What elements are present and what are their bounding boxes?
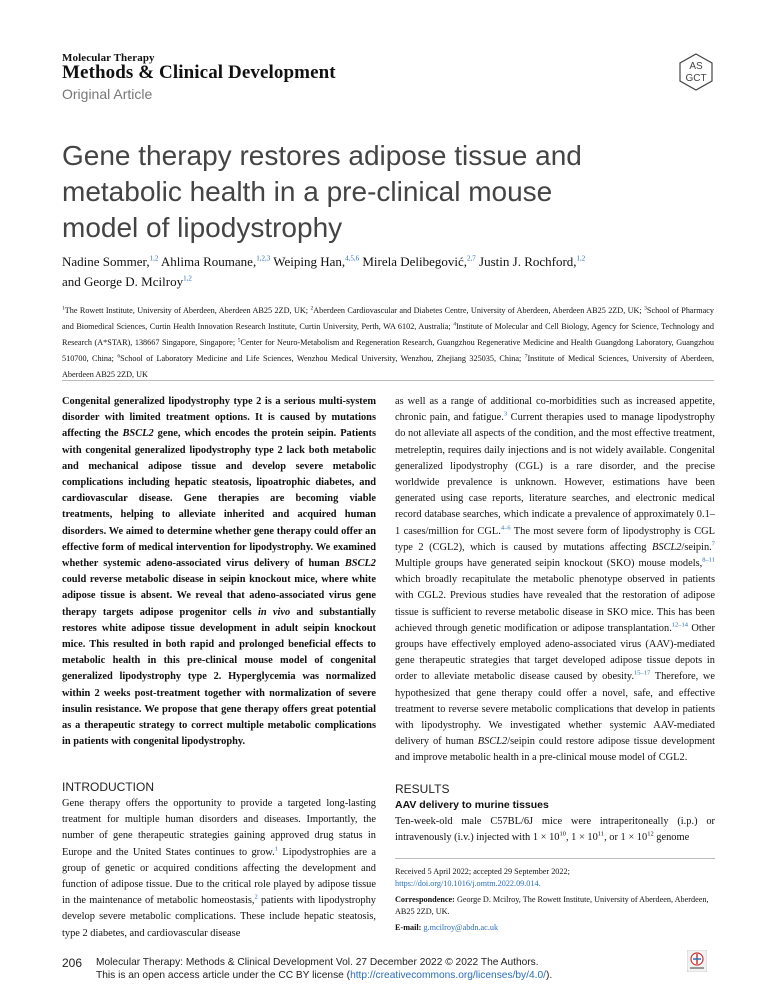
received-dates: Received 5 April 2022; accepted 29 September 2022; — [395, 867, 570, 876]
author-name[interactable]: Mirela Delibegović, — [362, 254, 468, 269]
author-name[interactable]: Ahlima Roumane, — [160, 254, 257, 269]
affiliation: School of Laboratory Medicine and Life Sciences, Wenzhou Medical University, Wenzhou, Zhejiang 325035, China; — [120, 354, 522, 363]
citation-link[interactable]: 15–17 — [634, 669, 651, 677]
section-divider — [62, 380, 714, 381]
doi-link[interactable]: https://doi.org/10.1016/j.omtm.2022.09.014. — [395, 879, 541, 888]
citation-link[interactable]: 12–14 — [671, 621, 689, 629]
affiliation-number: 3 — [644, 305, 647, 312]
author-name[interactable]: Weiping Han, — [273, 254, 346, 269]
introduction-text: Gene therapy offers the opportunity to provide a targeted long-lasting treatment for multiple human disorders and diseases. Importantly, the number of gene therapeutic strategies gaining approved drug status in Europe and the United States continues to grow.$^1$ Lipodystrophies are a group of genetic or acquired conditions affecting the development and function of adipose tissue. Due to the critical role played by adipose tissue in the maintenance of metabolic homeostasis,$^2$ patients with lipodystrophy develop severe metabolic complications. These include hepatic steatosis, type 2 diabetes, and cardiovascular disease — [62, 798, 376, 939]
citation-link[interactable]: 1 — [274, 845, 278, 853]
introduction-heading: INTRODUCTION — [62, 780, 154, 794]
author-name[interactable]: and George D. Mcilroy — [62, 274, 184, 289]
logo-text-bottom: GCT — [685, 73, 707, 84]
affiliation: Institute of Medical Sciences, University of Aberdeen, Aberdeen AB25 2ZD, UK — [62, 354, 714, 379]
email-label: E-mail: — [395, 923, 422, 932]
author-list — [62, 252, 722, 292]
results-text: Ten-week-old male C57BL/6J mice were intraperitoneally (i.p.) or intravenously (i.v.) injected with $1 \times 10^{10}$, $1 \times 10^{11}$, or $1 \times 10^{12}$ genome — [395, 816, 715, 844]
affiliation-number: 6 — [117, 353, 121, 360]
affiliation-number: 4 — [453, 321, 456, 328]
info-divider — [395, 858, 715, 859]
logo-text-top: AS — [689, 61, 703, 72]
citation-link[interactable]: 3 — [503, 410, 508, 418]
journal-subtitle: Methods & Clinical Development — [62, 62, 336, 83]
author-name[interactable]: Nadine Sommer, — [62, 254, 150, 269]
affiliation: School of Pharmacy and Biomedical Sciences, Curtin Health Innovation Research Institute, Curtin University, Perth, WA 6102, Australia; — [62, 306, 715, 331]
author-affiliation-ref[interactable]: 1,2,3 — [256, 254, 271, 263]
article-info — [395, 866, 715, 938]
correspondence-label: Correspondence: — [395, 895, 455, 904]
asgct-logo — [676, 52, 716, 92]
citation-link[interactable]: 7 — [711, 540, 715, 548]
affiliation: Aberdeen Cardiovascular and Diabetes Centre, University of Aberdeen, Aberdeen AB25 2ZD, UK; — [313, 306, 642, 315]
citation-link[interactable]: 8–11 — [702, 556, 715, 564]
email-link[interactable]: g.mcilroy@abdn.ac.uk — [423, 923, 499, 932]
citation-link[interactable]: 2 — [254, 893, 258, 901]
citation-link[interactable]: 4–6 — [500, 524, 511, 532]
affiliation: Institute of Molecular and Cell Biology, Agency for Science, Technology and Research (A*STAR), 138667 Singapore, Singapore; — [62, 322, 714, 347]
license-link[interactable]: http://creativecommons.org/licenses/by/4.0/ — [350, 970, 546, 981]
article-title: Gene therapy restores adipose tissue and metabolic health in a pre-clinical mouse model of lipodystrophy — [62, 140, 582, 243]
affiliation: The Rowett Institute, University of Aberdeen, Aberdeen AB25 2ZD, UK; — [64, 306, 309, 315]
journal-name: Molecular Therapy — [62, 52, 155, 64]
affiliation-number: 1 — [62, 305, 65, 312]
abstract: Congenital generalized lipodystrophy type 2 is a serious multi-system disorder with limited treatment options. It is caused by mutations affecting the BSCL2 gene, which encodes the protein seipin. Patients with congenital generalized lipodystrophy type 2 lack both metabolic and mechanical adipose tissue and develop severe metabolic complications including hepatic steatosis, lipoatrophic diabetes, and cardiovascular disease. Gene therapies are becoming viable treatments, helping to alleviate inherited and acquired human disorders. We aimed to determine whether gene therapy could offer an effective form of medical intervention for lipodystrophy. We examined whether systemic adeno-associated virus delivery of human BSCL2 could reverse metabolic disease in seipin knockout mice, where white adipose tissue is absent. We reveal that adeno-associated virus gene therapy targets adipose progenitor cells in vivo and substantially restores white adipose tissue development in adult seipin knockout mice. This resulted in both rapid and prolonged beneficial effects to metabolic health in this pre-clinical mouse model of congenital generalized lipodystrophy type 2. Hyperglycemia was normalized within 2 weeks post-treatment together with normalization of severe insulin resistance. We propose that gene therapy offers great potential as a therapeutic strategy to correct multiple metabolic complications in patients with congenital lipodystrophy. — [62, 396, 376, 748]
author-affiliation-ref[interactable]: 2,7 — [467, 254, 476, 263]
author-affiliation-ref[interactable]: 1,2 — [183, 274, 192, 283]
affiliation-number: 7 — [524, 353, 528, 360]
footer-license: Molecular Therapy: Methods & Clinical Development Vol. 27 December 2022 © 2022 The Authors. This is an open access article under the CC BY license (http://creativecommons.org/licenses/by/4.0/). — [96, 957, 553, 981]
affiliation-number: 5 — [237, 337, 241, 344]
correspondence: George D. Mcilroy, The Rowett Institute, University of Aberdeen, Aberdeen, AB25 2ZD, UK. — [395, 895, 709, 916]
results-heading: RESULTS — [395, 782, 450, 796]
author-name[interactable]: Justin J. Rochford, — [479, 254, 577, 269]
body-text-right-column: as well as a range of additional co-morbidities such as increased appetite, chronic pain, and fatigue.$^3$ Current therapies used to manage lipodystrophy do not alleviate all aspects of the condition, and the most effective treatment, metreleptin, requires daily injections and is not widely available. Congenital generalized lipodystrophy (CGL) is a rare disorder, and the precise worldwide prevalence is unknown. However, estimations have been generated using case reports, literature searches, and electronic medical record database searches, which indicate a prevalence of approximately 0.1–1 cases/million for CGL.$^{4-6}$ The most severe form of lipodystrophy is CGL type 2 (CGL2), which is caused by mutations affecting BSCL2/seipin.$^7$ Multiple groups have generated seipin knockout (SKO) mouse models,$^{8-11}$ which broadly recapitulate the metabolic phenotype observed in patients with CGL2. Previous studies have revealed that the restoration of adipose tissue is sufficient to reverse metabolic disease in SKO mice. This has been achieved through genetic modification or adipose transplantation.$^{12-14}$ Other groups have effectively employed adeno-associated virus (AAV)-mediated gene therapeutic strategies that target developed adipose tissue depots in order to alleviate metabolic disease caused by obesity.$^{15-17}$ Therefore, we hypothesized that gene therapy could offer a novel, safe, and effective treatment to reverse severe metabolic complications that develop in patients with lipodystrophy. We investigated whether systemic AAV-mediated delivery of human BSCL2/seipin could restore adipose tissue development and improve metabolic health in a pre-clinical mouse model of CGL2. — [395, 396, 715, 764]
page-number: 206 — [62, 956, 83, 970]
affiliations — [62, 303, 714, 383]
article-type: Original Article — [62, 86, 153, 102]
author-affiliation-ref[interactable]: 1,2 — [576, 254, 586, 263]
crossmark-icon[interactable] — [687, 950, 707, 972]
affiliation-number: 2 — [310, 305, 314, 312]
affiliation: Center for Neuro-Metabolism and Regeneration Research, Guangzhou Regenerative Medicine and Health Guangdong Laboratory, Guangzhou 510700, China; — [62, 338, 715, 363]
author-affiliation-ref[interactable]: 1,2 — [149, 254, 159, 263]
results-subheading: AAV delivery to murine tissues — [395, 799, 549, 811]
author-affiliation-ref[interactable]: 4,5,6 — [345, 254, 360, 263]
